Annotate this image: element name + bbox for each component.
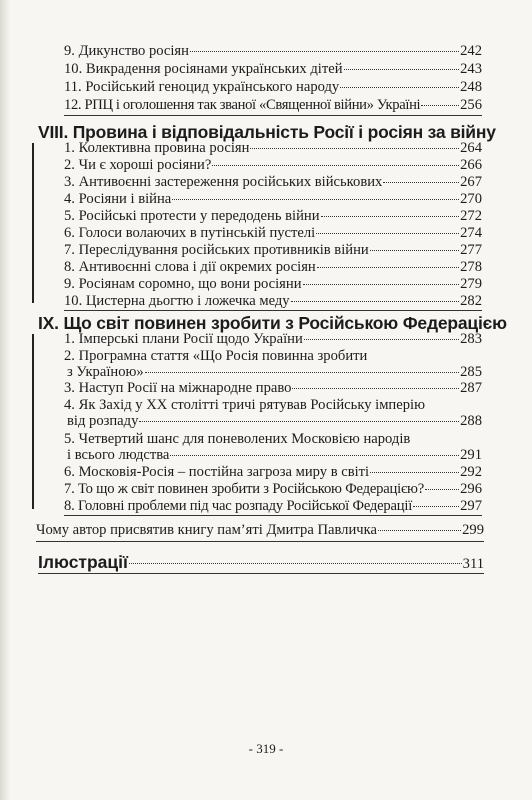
underline-rule [64, 115, 482, 116]
section-heading-viii[interactable]: VIII. Провина і відповідальність Росії і росіян за війну [38, 122, 496, 142]
toc-entry-title: Чому автор присвятив книгу пам’яті Дмитра Павличка [36, 522, 377, 538]
toc-entry-title-line1: 2. Програмна стаття «Що Росія повинна зробити [64, 348, 368, 364]
toc-entry-title: 8. Антивоєнні слова і дії окремих росіян [64, 259, 316, 275]
toc-entry-page: 296 [460, 481, 482, 497]
toc-entry[interactable] [64, 481, 482, 498]
toc-entry-dedication[interactable] [36, 522, 484, 539]
toc-entry-title: 5. Російські протести у передодень війни [64, 208, 320, 224]
toc-entry-multiline[interactable] [64, 431, 482, 463]
dot-leader [291, 301, 460, 302]
dot-leader [370, 250, 459, 251]
toc-entry[interactable] [64, 43, 482, 60]
toc-entry[interactable] [64, 380, 482, 397]
dot-leader [425, 489, 459, 490]
toc-entry-title-line2: від розпаду [67, 413, 139, 429]
toc-entry-page: 266 [460, 157, 482, 173]
toc-entry-title: 4. Росіяни і війна [64, 191, 172, 207]
toc-entry-page: 264 [460, 140, 482, 156]
toc-entry-page: 277 [460, 242, 482, 258]
toc-entry-title: 1. Колективна провина росіян [64, 140, 250, 156]
dot-leader [250, 148, 459, 149]
toc-entry-title: 10. Цистерна дьогтю і ложечка меду [64, 293, 290, 309]
toc-entry-title: 6. Голоси волаючих в путінській пустелі [64, 225, 316, 241]
toc-entry[interactable] [64, 208, 482, 225]
underline-rule [64, 310, 482, 311]
toc-entry-page: 292 [460, 464, 482, 480]
toc-entry[interactable] [64, 331, 482, 348]
toc-entry-title: 2. Чи є хороші росіяни? [64, 157, 212, 173]
toc-entry-page: 287 [460, 380, 482, 396]
toc-entry-page: 242 [460, 43, 482, 59]
dot-leader [378, 530, 461, 531]
section-bracket [32, 334, 34, 509]
toc-entry-title-line2: і всього людства [67, 447, 170, 463]
dot-leader [145, 372, 459, 373]
toc-entry[interactable] [64, 79, 482, 96]
toc-entry-page: 291 [460, 447, 482, 463]
page-edge-shadow [0, 0, 10, 800]
dot-leader [321, 216, 460, 217]
toc-entry-title: 12. РПЦ і оголошення так званої «Священної війни» Україні [64, 97, 421, 113]
toc-entry-page: 279 [460, 276, 482, 292]
dot-leader [421, 105, 459, 106]
toc-entry-page: 282 [460, 293, 482, 309]
toc-entry-illustrations[interactable] [38, 552, 484, 573]
dot-leader [383, 182, 459, 183]
dot-leader [303, 284, 460, 285]
toc-entry-title: 10. Викрадення росіянами українських дітей [64, 61, 343, 77]
toc-entry-title: 3. Наступ Росії на міжнародне право [64, 380, 292, 396]
section-bracket [32, 143, 34, 303]
toc-entry-page: 272 [460, 208, 482, 224]
toc-entry-page: 274 [460, 225, 482, 241]
toc-entry-page: 311 [462, 556, 484, 572]
toc-entry-page: 297 [460, 498, 482, 514]
toc-entry-title: 9. Дикунство росіян [64, 43, 189, 59]
toc-entry[interactable] [64, 157, 482, 174]
toc-entry-multiline[interactable] [64, 348, 482, 380]
toc-entry-page: 243 [460, 61, 482, 77]
underline-rule [36, 541, 484, 542]
toc-entry-page: 248 [460, 79, 482, 95]
toc-entry-title: 11. Російський геноцид українського народу [64, 79, 340, 95]
dot-leader [292, 388, 459, 389]
toc-entry[interactable] [64, 464, 482, 481]
dot-leader [316, 233, 459, 234]
toc-entry-page: 278 [460, 259, 482, 275]
toc-entry-title-line1: 4. Як Захід у XX столітті тричі рятував Російську імперію [64, 397, 425, 413]
toc-entry-page: 270 [460, 191, 482, 207]
toc-entry-title: 9. Росіянам соромно, що вони росіяни [64, 276, 302, 292]
toc-entry[interactable] [64, 276, 482, 293]
toc-entry-title: 1. Імперські плани Росії щодо України [64, 331, 303, 347]
dot-leader [344, 69, 460, 70]
dot-leader [304, 339, 459, 340]
toc-entry-page: 283 [460, 331, 482, 347]
toc-entry[interactable] [64, 293, 482, 310]
toc-entry[interactable] [64, 97, 482, 114]
toc-entry[interactable] [64, 242, 482, 259]
toc-entry-title: 3. Антивоєнні застереження російських військових [64, 174, 383, 190]
toc-entry[interactable] [64, 140, 482, 157]
toc-entry-page: 285 [460, 364, 482, 380]
toc-entry[interactable] [64, 191, 482, 208]
dot-leader [340, 87, 459, 88]
dot-leader [317, 267, 459, 268]
section-heading-ix[interactable]: IX. Що світ повинен зробити з Російською Федерацією [38, 313, 507, 333]
toc-entry-page: 267 [460, 174, 482, 190]
toc-entry[interactable] [64, 498, 482, 515]
toc-entry-page: 299 [462, 522, 484, 538]
dot-leader [172, 199, 459, 200]
toc-entry[interactable] [64, 174, 482, 191]
underline-rule [64, 515, 482, 516]
dot-leader [212, 165, 459, 166]
dot-leader [170, 455, 459, 456]
dot-leader [370, 472, 459, 473]
page-number: - 319 - [248, 741, 284, 756]
toc-entry-title: 8. Головні проблеми під час розпаду Російської Федерації [64, 498, 413, 514]
toc-entry-title: 6. Московія-Росія – постійна загроза миру в світі [64, 464, 370, 480]
toc-entry-title: 7. То що ж світ повинен зробити з Російською Федерацією? [64, 481, 424, 497]
toc-entry-title-line1: 5. Четвертий шанс для поневолених Московією народів [64, 431, 411, 447]
toc-entry[interactable] [64, 259, 482, 276]
dot-leader [129, 563, 462, 564]
toc-entry-page: 288 [460, 413, 482, 429]
dot-leader [190, 51, 459, 52]
underline-rule [38, 573, 484, 574]
dot-leader [413, 506, 459, 507]
toc-entry-title-line2: з Україною» [67, 364, 144, 380]
toc-entry[interactable] [64, 61, 482, 78]
toc-entry[interactable] [64, 225, 482, 242]
toc-entry-page: 256 [460, 97, 482, 113]
dot-leader [139, 421, 459, 422]
toc-entry-title: 7. Переслідування російських противників війни [64, 242, 369, 258]
toc-entry-multiline[interactable] [64, 397, 482, 429]
toc-entry-title: Ілюстрації [38, 552, 128, 572]
